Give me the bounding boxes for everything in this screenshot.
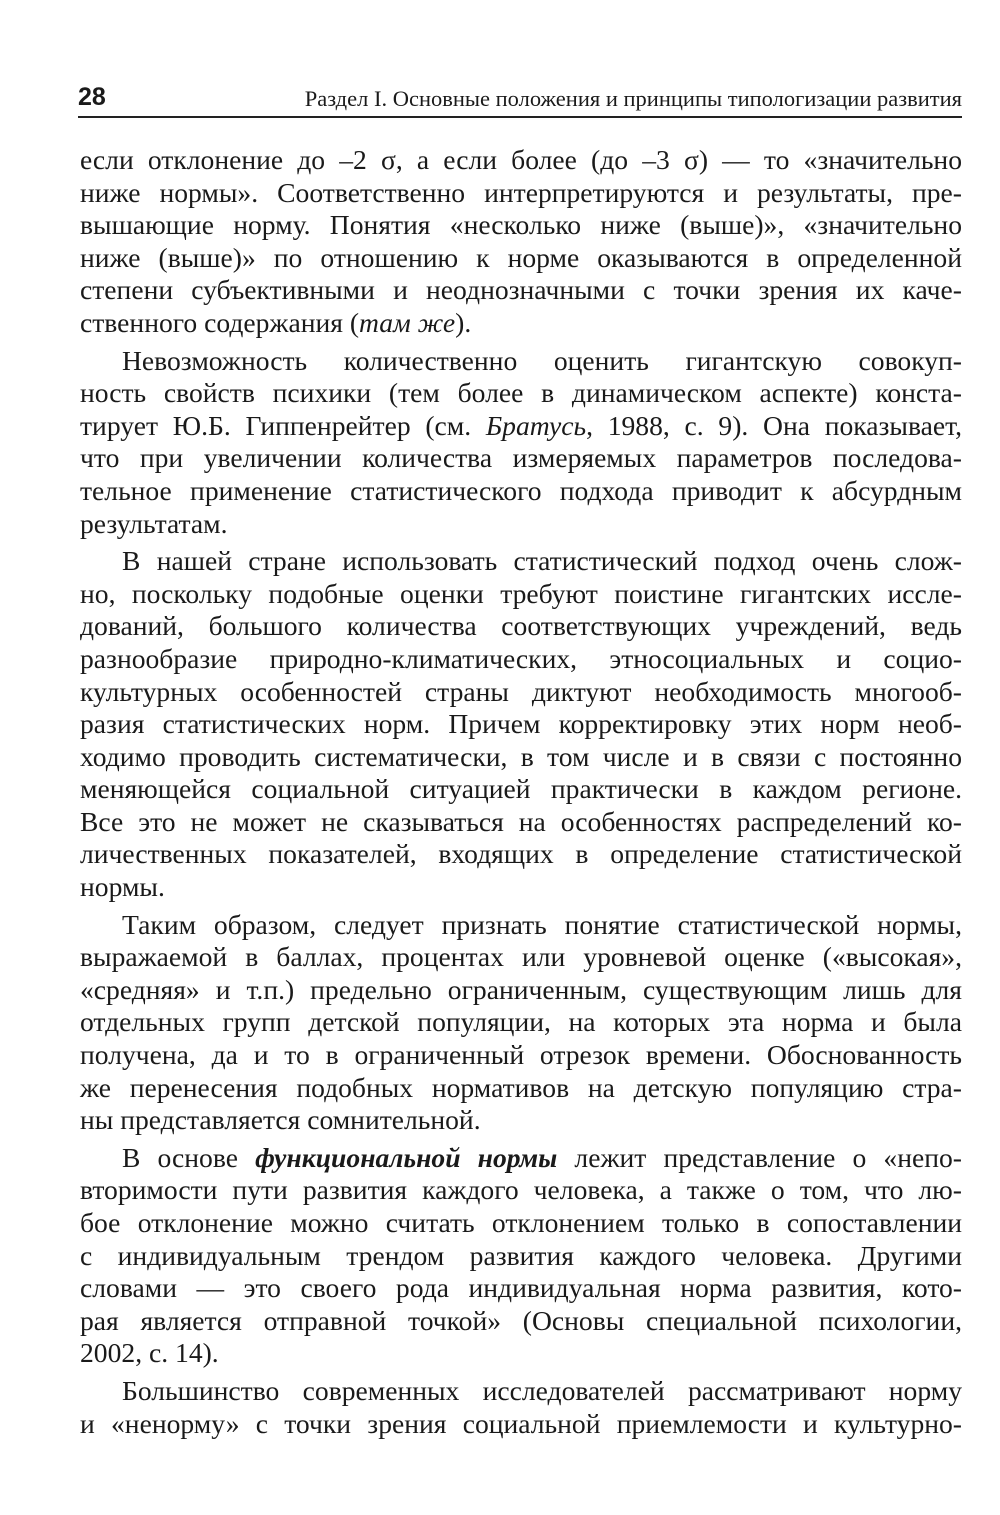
text-span: тирует Ю.Б. Гиппенрейтер (см. [80,409,486,441]
text-line: если отклонение до –2 σ, а если более (до –3 σ) — то «значительно [80,144,962,175]
text-line: нормы. [80,871,165,903]
text-line [80,307,962,340]
text-line: 2002, с. 14). [80,1337,219,1369]
text-line: разия статистических норм. Причем корректировку этих норм необ- [80,708,962,740]
text-line: ны представляется сомнительной. [80,1104,481,1136]
text-span: , 1988, с. 9). Она показывает, [586,409,962,441]
text-line: «средняя» и т.п.) предельно ограниченным, существующим лишь для [80,973,962,1005]
text-line: бое отклонение можно считать отклонением только в сопоставлении [80,1207,962,1238]
text-line: рая является отправной точкой» (Основы специальной психологии, [80,1304,962,1336]
text-line: с индивидуальным трендом развития каждого человека. Другими [80,1239,962,1271]
text-span: В основе [122,1141,256,1173]
text-line: культурных особенностей страны диктуют необходимость многооб- [80,675,962,707]
text-line: ниже (выше)» по отношению к норме оказываются в определенной [80,241,962,273]
text-span: ственного содержания ( [80,306,360,338]
text-line: В нашей стране использовать статистический подход очень слож- [122,545,962,577]
text-line: ниже нормы». Соответственно интерпретируются и результаты, пре- [80,176,962,208]
text-line: Невозможность количественно оценить гигантскую совокуп- [122,344,962,376]
italic-reference: там же [359,306,456,338]
text-line: и «ненорму» с точки зрения социальной приемлемости и культурно- [80,1407,962,1439]
text-line [80,410,962,443]
text-line: Таким образом, следует признать понятие статистической нормы, [122,908,962,940]
text-line: вышающие норму. Понятия «несколько ниже (выше)», «значительно [80,209,962,241]
bold-italic-term: функциональной нормы [255,1141,558,1173]
text-line: Большинство современных исследователей рассматривают норму [122,1374,962,1406]
text-line: выражаемой в баллах, процентах или уровневой оценке («высокая», [80,941,962,973]
text-line: получена, да и то в ограниченный отрезок времени. Обоснованность [80,1039,962,1071]
text-line: ность свойств психики (тем более в динамическом аспекте) конста- [80,377,962,409]
page-number: 28 [78,83,106,111]
body-text [80,144,962,1440]
text-line: результатам. [80,507,228,539]
text-line: Все это не может не сказываться на особенностях распределений ко- [80,805,962,837]
text-line: но, поскольку подобные оценки требуют поистине гигантских иссле- [80,577,962,609]
text-line: же перенесения подобных нормативов на детскую популяцию стра- [80,1071,962,1103]
text-line: разнообразие природно-климатических, этносоциальных и социо- [80,642,962,674]
text-line: дований, большого количества соответствующих учреждений, ведь [80,610,962,642]
text-line: личественных показателей, входящих в определение статистической [80,838,962,870]
text-line: тельное применение статистического подхода приводит к абсурдным [80,474,962,506]
text-line: что при увеличении количества измеряемых параметров последова- [80,442,962,474]
text-line: словами — это своего рода индивидуальная норма развития, кото- [80,1272,962,1304]
italic-reference: Братусь [485,409,587,441]
text-span: ). [455,306,472,338]
text-line: отдельных групп детской популяции, на которых эта норма и была [80,1006,962,1038]
text-line [80,1142,962,1175]
text-line: ходимо проводить систематически, в том числе и в связи с постоянно [80,740,962,772]
text-line: степени субъективными и неоднозначными с точки зрения их каче- [80,274,962,306]
text-line: меняющейся социальной ситуацией практически в каждом регионе. [80,773,962,805]
text-span: лежит представление о «непо- [557,1141,962,1173]
page-header [78,76,962,118]
text-line: вторимости пути развития каждого человека, а также о том, что лю- [80,1174,962,1206]
running-title: Раздел I. Основные положения и принципы типологизации развития [304,85,962,111]
